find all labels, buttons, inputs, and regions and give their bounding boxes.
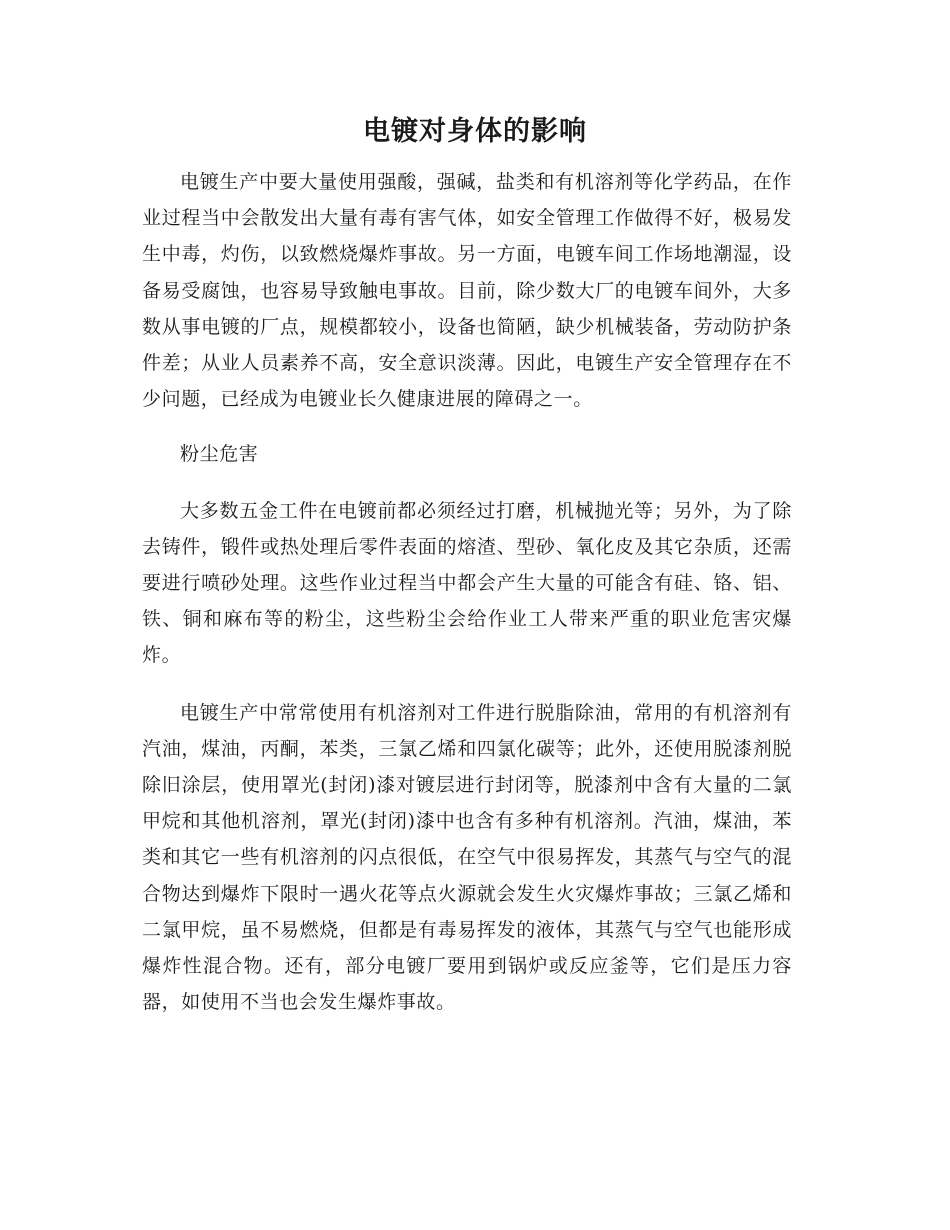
section-heading-dust-hazard: 粉尘危害	[180, 443, 259, 466]
document-title: 电镀对身体的影响	[363, 116, 587, 147]
paragraph-intro: 电镀生产中要大量使用强酸，强碱，盐类和有机溶剂等化学药品，在作业过程当中会散发出大量有毒有害气体，如安全管理工作做得不好，极易发生中毒，灼伤，以致燃烧爆炸事故。另一方面，电镀车间工作场地潮湿，设备易受腐蚀，也容易导致触电事故。目前，除少数大厂的电镀车间外，大多数从事电镀的厂点，规模都较小，设备也简陋，缺少机械装备，劳动防护条件差；从业人员素养不高，安全意识淡薄。因此，电镀生产安全管理存在不少问题，已经成为电镀业长久健康进展的障碍之一。	[142, 171, 792, 411]
paragraph-solvent-hazard: 电镀生产中常常使用有机溶剂对工件进行脱脂除油，常用的有机溶剂有汽油，煤油，丙酮，苯类，三氯乙烯和四氯化碳等；此外，还使用脱漆剂脱除旧涂层，使用罩光(封闭)漆对镀层进行封闭等，脱漆剂中含有大量的二氯甲烷和其他机溶剂，罩光(封闭)漆中也含有多种有机溶剂。汽油，煤油，苯类和其它一些有机溶剂的闪点很低，在空气中很易挥发，其蒸气与空气的混合物达到爆炸下限时一遇火花等点火源就会发生火灾爆炸事故；三氯乙烯和二氯甲烷，虽不易燃烧，但都是有毒易挥发的液体，其蒸气与空气也能形成爆炸性混合物。还有，部分电镀厂要用到锅炉或反应釜等，它们是压力容器，如使用不当也会发生爆炸事故。	[142, 701, 792, 1014]
paragraph-dust-hazard: 大多数五金工件在电镀前都必须经过打磨，机械抛光等；另外，为了除去铸件，锻件或热处理后零件表面的熔渣、型砂、氧化皮及其它杂质，还需要进行喷砂处理。这些作业过程当中都会产生大量的可能含有硅、铬、铝、铁、铜和麻布等的粉尘，这些粉尘会给作业工人带来严重的职业危害灾爆炸。	[142, 499, 792, 667]
document-body	[142, 164, 792, 1020]
